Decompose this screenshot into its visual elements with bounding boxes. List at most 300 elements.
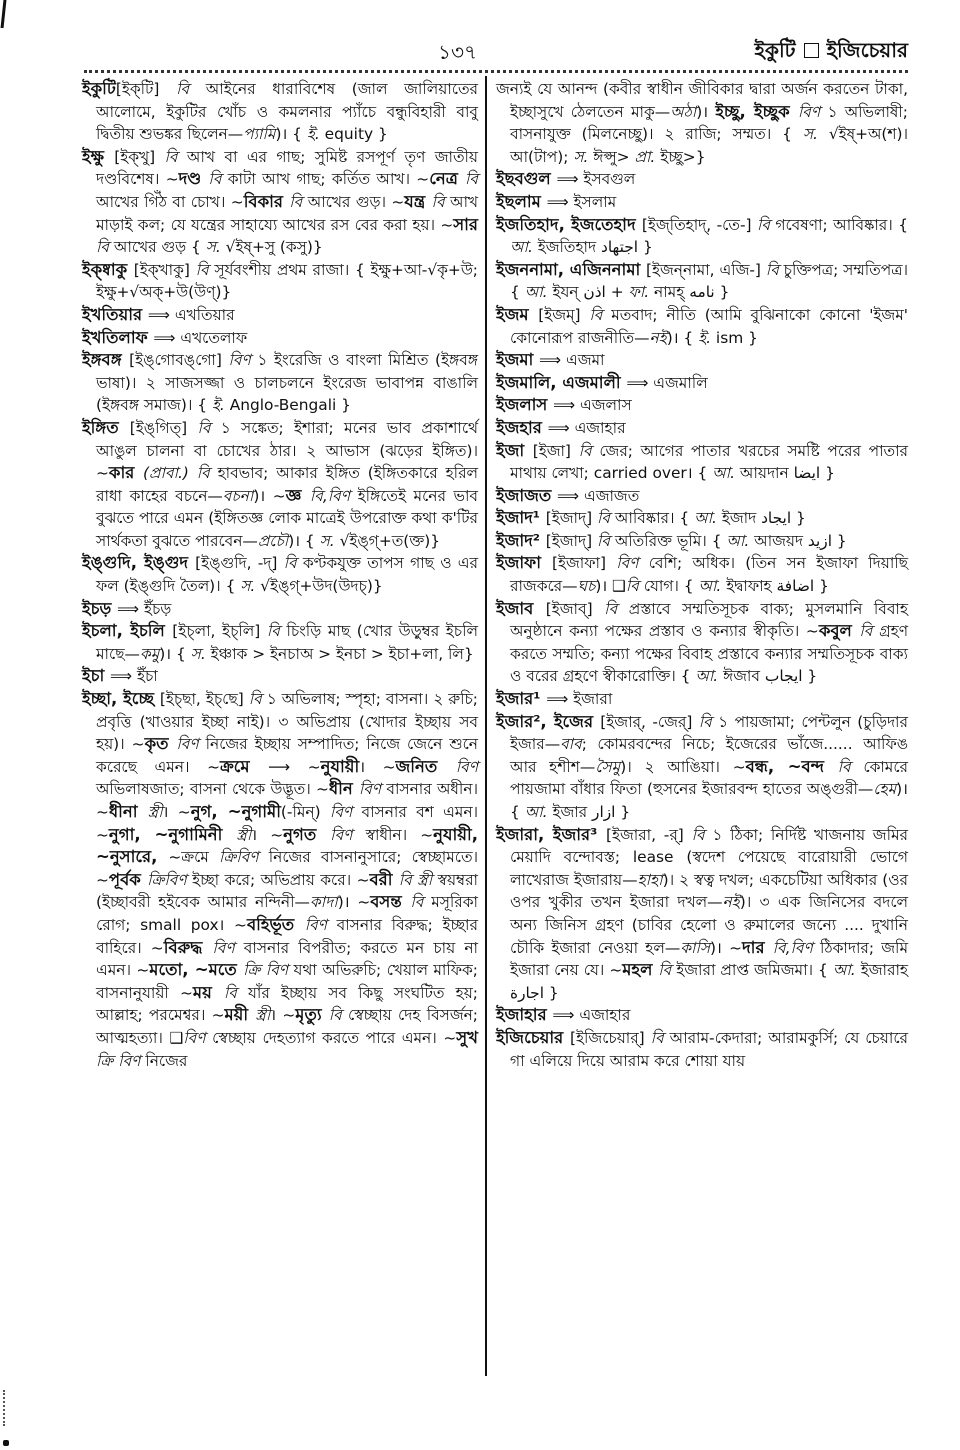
grammar-label: স.: [802, 125, 829, 144]
definition-text: )। ❑: [595, 577, 626, 596]
dictionary-entry: [496, 214, 908, 259]
headword: ইজিচেয়ার: [496, 1027, 571, 1047]
headword: ধীন: [328, 779, 359, 799]
definition-text: । ~: [359, 757, 396, 776]
headword: ইজম: [496, 304, 539, 324]
grammar-label: বি: [96, 238, 114, 257]
definition-text: জন্যই যে আনন্দ (কবীর স্বাধীন জীবিকার দ্বারা অর্জন করতেন টাকা, ইচ্ছাসুখে ঠেলতেন মাকু—: [496, 80, 908, 121]
grammar-label: (প্রাবা.) বি: [143, 464, 218, 483]
definition-text: আখের গুড় {: [113, 238, 206, 257]
definition-text: ১ অভিলাষ; স্পৃহা; বাসনা। ২ রুচি; প্রবৃত্তি (খাওয়ার ইচ্ছা নাই)। ৩ অভিপ্রায় (খোদার ইচ্ছায় সব হয়)। ~: [96, 690, 478, 754]
grammar-label: স্ত্রী: [255, 1006, 271, 1025]
headword: সুখ: [456, 1027, 479, 1047]
headword: নুগ, ~নুগামী: [190, 802, 281, 821]
right-column: [496, 78, 908, 1072]
grammar-label: প্রা.: [634, 147, 661, 166]
grammar-label: হেম: [873, 780, 897, 799]
grammar-label: স.: [240, 577, 261, 596]
definition-text: কাটা আখ গাছ; কর্তিত আখ। ~: [227, 170, 430, 189]
headword: ইছলাম: [496, 191, 547, 211]
definition-text: ইজারাহ اجارة }: [510, 961, 908, 1002]
grammar-label: বি: [328, 1006, 349, 1025]
grammar-label: কাসি: [680, 938, 711, 957]
grammar-label: বি: [859, 622, 880, 641]
definition-text: √ইষ্‌+অ(শ)। আ(টাপ);: [510, 125, 909, 166]
definition-text: ১ সঙ্কেত; ইশারা; মনের ভাব প্রকাশার্থে আঙুল চালনা বা চোখের ঠার। ২ আভাস (ঝড়ের ইঙ্গিত)। ~: [96, 418, 478, 483]
definition-text: স্বয়ম্বরা (ইচ্ছাবরী হইবেক আমার নন্দিনী—: [96, 870, 479, 912]
grammar-label: বিণ: [183, 1028, 213, 1047]
definition-text: বাসনার বিরুদ্ধ; ইচ্ছার বাহিরে। ~: [96, 915, 478, 957]
grammar-label: বিণ: [330, 825, 366, 844]
headword: ইক্ষ্বাকু: [82, 259, 134, 279]
headword: ইজহার: [496, 417, 548, 437]
grammar-label: ক্রিবিণ: [147, 870, 193, 889]
definition-text: কণ্টকযুক্ত তাপস গাছ ও এর ফল (ইঙ্গুদি তৈল)। {: [96, 554, 478, 596]
definition-text: )। ২ আঙিয়া। ~: [620, 757, 746, 776]
headword: ইখতিয়ার: [82, 304, 148, 324]
grammar-label: বি: [756, 215, 776, 234]
headword: ইজলাস: [496, 395, 554, 415]
dictionary-entry: [496, 417, 908, 440]
definition-text: স্বেচ্ছায় দেহত্যাগ করতে পারে এমন। ~: [212, 1028, 457, 1047]
grammar-label: বিণ: [228, 351, 258, 370]
definition-text: ⟶ ~: [268, 757, 321, 776]
headword: ইজননামা, এজিননামা: [496, 259, 647, 279]
definition-text: equity }: [324, 125, 388, 144]
grammar-label: ঘচ: [577, 577, 596, 596]
grammar-label: স.: [190, 644, 211, 663]
grammar-label: ই.: [698, 328, 716, 347]
headword: পূর্বক: [108, 869, 148, 889]
dictionary-entry: [82, 417, 478, 553]
grammar-label: ক্রি বিণ: [96, 1051, 146, 1070]
grammar-label: বি: [604, 599, 629, 618]
definition-text: মসূরিকা রোগ; small pox। ~: [96, 893, 478, 934]
definition-text: ঈজাব ايجاب }: [723, 667, 818, 686]
definition-text: ⟹ ইসবগুল: [556, 170, 636, 189]
definition-text: [ইক্‌টি]: [115, 80, 177, 98]
definition-text: নিজের: [145, 1051, 188, 1070]
grammar-label: নই: [649, 328, 667, 347]
scan-edge-blob: [3, 1440, 9, 1446]
definition-text: ইদ্বাফাহ اضافة }: [726, 577, 829, 596]
grammar-label: বি: [197, 418, 221, 437]
grammar-label: বিণ: [329, 803, 362, 821]
definition-text: [ইজম্‌]: [538, 305, 590, 324]
grammar-label: বিণ: [304, 915, 337, 934]
page-number: ১৩৭: [438, 40, 477, 64]
dictionary-entry: [496, 688, 908, 711]
definition-text: [ইজাদ্‌]: [545, 531, 598, 550]
headword: ইজাদ²: [496, 530, 546, 550]
grammar-label: বি: [765, 260, 784, 279]
headword: ইচ্ছু, ইচ্ছুক: [715, 101, 798, 121]
definition-text: ; কোমরবন্দের নিচে; ইজেরের ভাঁজে...... আফিঙ আর হশীশ—: [510, 735, 908, 776]
grammar-label: সৈমু: [595, 757, 621, 776]
dictionary-entry: [496, 349, 908, 372]
definition-text: বেশি; অধিক। (তিন সন ইজাফা দিয়াছি রাজকরে—: [510, 554, 909, 596]
definition-text: আজয়দ ازيد }: [754, 531, 847, 550]
headword: ইজমা: [496, 350, 540, 370]
scan-edge-mark: [1, 0, 7, 28]
grammar-label: বিণ: [455, 757, 478, 776]
grammar-label: বি: [266, 622, 287, 641]
grammar-label: প্রচৌ: [257, 531, 289, 550]
grammar-label: বি: [597, 509, 615, 528]
definition-text: [ইজ্‌তিহাদ্‌, -তে-]: [641, 215, 757, 234]
headword: নেত্র: [429, 169, 466, 189]
dictionary-entry: [496, 824, 908, 1005]
headword: ইজাজত: [496, 485, 558, 505]
definition-text: ঠিকাদার; জমি ইজারা নেয় যে। ~: [510, 938, 909, 980]
definition-text: নামহ্‌ نامه }: [654, 283, 730, 302]
definition-text: √ইঙ্গ্‌+উদ(উদচ্‌)}: [260, 577, 383, 596]
grammar-label: বি: [164, 147, 187, 166]
column-divider: [485, 76, 487, 1376]
definition-text: মতবাদ; নীতি (আমি বুঝিনাকো কোনো 'ইজম' কোনোরূপ রাজনীতি—: [510, 305, 908, 347]
definition-text: গবেষণা; আবিষ্কার। {: [775, 215, 908, 234]
headword: ইঙ্গিত: [82, 417, 130, 437]
grammar-label: স.: [573, 147, 594, 166]
grammar-label: বি: [431, 192, 450, 211]
definition-text: )। ৩ এক জিনিসের বদলে অন্য জিনিস গ্রহণ (চাবির হেলো ও রুমালের জন্যে .... দুখানি চৌকি ইজারা নেওয়া হল—: [510, 893, 908, 957]
guide-word-first: ইকুটি: [754, 38, 796, 62]
definition-text: Anglo-Bengali }: [229, 396, 351, 415]
grammar-label: বি: [597, 531, 615, 550]
headword: জ্ঞ: [285, 485, 310, 505]
grammar-label: বি: [650, 1028, 670, 1047]
grammar-label: বি: [410, 893, 432, 912]
definition-text: নিজের বাসনানুসারে; স্বেচ্ছামতে। ~: [96, 848, 479, 889]
grammar-label: আ.: [695, 667, 724, 686]
dictionary-entry: [496, 259, 908, 304]
definition-text: [ইজাফা]: [552, 554, 617, 573]
headword: মৃত্যু: [295, 1005, 329, 1025]
definition-text: ইজারা প্রাপ্ত জমিজমা। {: [676, 961, 833, 980]
definition-text: (-মিন্‌): [280, 803, 330, 821]
definition-text: ⟹ এজলাস: [553, 396, 632, 415]
headword: ইকুটি: [82, 79, 116, 98]
grammar-label: স্ত্রী: [147, 803, 163, 821]
headword: যন্ত্র: [404, 191, 432, 211]
definition-text: ১ অভিলাষী; বাসনাযুক্ত (মিলনেচ্ছু)। ২ রাজি; সম্মত। {: [510, 102, 908, 144]
dictionary-entry: [82, 620, 478, 665]
definition-text: )। {: [666, 328, 699, 347]
grammar-label: বি: [578, 441, 600, 460]
definition-text: প্রস্তাবে সম্মতিসূচক বাক্য; মুসলমানি বিবাহ অনুষ্ঠানে কন্যা পক্ষের প্রস্তাব ও কন্যার স্বীকৃতি। ~: [510, 599, 908, 641]
definition-text: ১ ঠিকা; নির্দিষ্ট খাজনায় জমির মেয়াদি বন্দোবস্ত; lease (স্বদেশ পেয়েছে বারোয়ারী ভোগে লাখেরাজ ইজারায়—: [510, 825, 908, 889]
grammar-label: বি: [176, 80, 206, 98]
definition-text: ঈপ্সু>: [593, 147, 635, 166]
headword: ইজাফা: [496, 553, 553, 573]
headword: ইছবগুল: [496, 169, 557, 189]
grammar-label: বচনা: [222, 486, 254, 505]
headword: ইচা: [82, 666, 111, 686]
guide-words: [755, 36, 908, 69]
definition-text: অভিলাষজাত; বাসনা থেকে উদ্ভূত। ~: [96, 780, 329, 799]
dictionary-entry: [496, 598, 908, 688]
definition-text: ⟹ এজমালি: [626, 373, 708, 392]
headword: দার: [742, 937, 773, 957]
dictionary-entry: [496, 711, 908, 824]
dictionary-entry: [82, 688, 478, 1072]
grammar-label: বি স্ত্রী: [398, 870, 438, 889]
definition-text: )। ~: [710, 938, 742, 957]
headword: ইজাদ¹: [496, 508, 546, 528]
headword: জনিত: [395, 756, 456, 776]
grammar-label: আ.: [524, 283, 553, 302]
definition-text: [ইক্‌খাকু]: [133, 260, 196, 279]
dictionary-entry: [82, 349, 478, 417]
headword: নুগত: [283, 824, 331, 844]
headword: ইজতিহাদ, ইজতেহাদ: [496, 214, 642, 234]
headword: ধীনা: [108, 802, 148, 821]
grammar-label: বিণ: [212, 938, 244, 957]
definition-text: ইজাদ ايجاد }: [721, 509, 806, 528]
headword: ইজার², ইজের: [496, 711, 601, 731]
headword: ইঙ্গুদি, ইঙ্গুদ: [82, 553, 196, 573]
definition-text: [ইঙ্‌গোবঙ্‌গো]: [129, 351, 229, 370]
grammar-label: স্ত্রী: [236, 825, 252, 844]
definition-text: বাসনার অধীন। ~: [96, 780, 478, 821]
definition-text: ~ক্রমে: [168, 848, 220, 867]
headword: নুযায়ী, ~নুসারে,: [96, 824, 479, 867]
definition-text: [ইক্‌খু]: [114, 147, 165, 166]
grammar-label: আ.: [698, 577, 727, 596]
definition-text: )। {: [510, 780, 908, 821]
definition-text: গ্রহণ করতে সম্মতি; কন্যা পক্ষের বিবাহ প্রস্তাবে কন্যার সম্মতিসূচক বাক্য ও বরের গ্রহণে স্বীকারোক্তি। {: [510, 622, 908, 686]
dictionary-entry: [496, 394, 908, 417]
definition-text: [ইঙ্‌গিত্‌]: [129, 418, 198, 437]
left-column: [82, 78, 478, 1072]
grammar-label: বাব: [560, 735, 582, 754]
dictionary-entry: [496, 530, 908, 553]
headword: ইজাহার: [496, 1005, 553, 1025]
definition-text: )। ~: [337, 893, 371, 912]
grammar-label: আ.: [832, 961, 861, 980]
definition-text: যোগ। {: [643, 577, 699, 596]
definition-text: নিজের ইচ্ছায় সম্পাদিত; নিজে জেনে শুনে করেছে এমন। ~: [96, 735, 478, 776]
grammar-label: বি: [589, 305, 612, 324]
definition-text: বাসনার বশ এমন। ~: [96, 803, 479, 844]
definition-text: ইজার ازار }: [552, 803, 631, 821]
dictionary-entry: [496, 440, 908, 485]
headword: বন্ধ, ~বন্দ: [745, 756, 838, 776]
headword: ময়: [192, 982, 224, 1002]
grammar-label: ফা.: [628, 283, 655, 302]
grammar-label: অঠা: [670, 102, 697, 121]
grammar-label: ই.: [211, 396, 230, 415]
definition-text: ⟹ এজমা: [539, 351, 605, 370]
definition-text: ⟹ ইজারা: [546, 690, 613, 709]
dictionary-entry: [496, 78, 908, 168]
dictionary-entry: [82, 552, 478, 597]
dictionary-entry: [496, 552, 908, 597]
definition-text: আয়দান ايضا }: [739, 464, 835, 483]
headword: নুযায়ী: [320, 756, 360, 776]
grammar-label: নই: [722, 893, 740, 912]
definition-text: ⟹ এজাহার: [547, 418, 626, 437]
definition-text: যথা অভিরুচি; খেয়াল মাফিক; বাসনানুযায়ী ~: [96, 961, 478, 1002]
headword: মহল: [622, 960, 659, 980]
headword: বরী: [369, 869, 399, 889]
grammar-label: স.: [319, 531, 340, 550]
definition-text: আরাম-কেদারা; আরামকুর্সি; যে চেয়ারে গা এলিয়ে দিয়ে আরাম করে শোয়া যায়: [510, 1028, 908, 1070]
headword: ইচলা, ইচলি: [82, 621, 173, 641]
definition-text: । ~: [251, 825, 284, 844]
definition-text: সূর্যবংশীয় প্রথম রাজা। { ইক্ষু+আ-√কৃ+উ; ইক্ষু+√অক্‌+উ(উণ্‌)}: [96, 260, 478, 302]
definition-text: [ইজাদ্‌]: [545, 509, 598, 528]
definition-text: হাবভাব; আকার ইঙ্গিত (ইঙ্গিতকারে হরিল রাধা কাহের বচনে—: [96, 464, 479, 505]
definition-text: স্বাধীন। ~: [365, 825, 434, 844]
grammar-label: বি: [208, 170, 228, 189]
grammar-label: বিণ: [616, 554, 649, 573]
grammar-label: আ.: [694, 509, 722, 528]
dictionary-entry: [82, 327, 478, 350]
headword: ইজাব: [496, 598, 546, 618]
headword: কার: [108, 463, 144, 483]
definition-text: স্বেচ্ছায় দেহ বিসর্জন; আত্মহত্যা। ❑: [96, 1006, 478, 1047]
definition-text: )। ২ স্বত্ব দখল; একচেটিয়া অধিকার (ওর ওপর খুকীর তখন ইজারা দখল—: [510, 870, 908, 912]
dictionary-entry: [82, 304, 478, 327]
definition-text: আখের গিঁঠ বা চোখ। ~: [96, 192, 244, 211]
definition-text: [ইজিচেয়ার্‌]: [570, 1028, 651, 1047]
grammar-label: বিণ: [176, 735, 206, 754]
definition-text: আখের গুড়। ~: [307, 192, 405, 211]
grammar-label: আ.: [712, 464, 740, 483]
definition-text: কোমরে পায়জামা বাঁধার ফিতা (হুসনের ইজারবন্দ হাতের অঙ্গুরী—: [510, 757, 908, 799]
definition-text: [ইজারা, -র্‌]: [605, 825, 692, 844]
dictionary-entry: [496, 1004, 908, 1027]
definition-text: ইজতিহাদ اجتهاد }: [537, 238, 653, 257]
definition-text: । ~: [270, 1006, 296, 1025]
headword: কবুল: [818, 621, 860, 641]
definition-text: [ইঙ্‌গুদি, -দ্‌]: [195, 554, 284, 573]
grammar-label: বিণ: [797, 102, 828, 121]
definition-text: )।: [696, 102, 716, 121]
definition-text: চিংড়ি মাছ (খোর উড়ুম্বর ইচলি মাছে—: [96, 622, 478, 663]
headword: ইচ্ছা, ইচ্ছে: [82, 689, 160, 709]
definition-text: ism }: [715, 328, 758, 347]
definition-text: । ~: [162, 803, 191, 821]
grammar-label: বি: [195, 260, 215, 279]
headword: ইজারা, ইজার³: [496, 824, 606, 844]
definition-text: [ইজাব্‌]: [545, 599, 605, 618]
dictionary-entry: [82, 259, 478, 304]
guide-separator-box-icon: [804, 43, 819, 58]
definition-text: যাঁর ইচ্ছায় সব কিছু সংঘটিত হয়; আল্লাহ; পরমেশ্বর। ~: [96, 983, 478, 1025]
definition-text: [ইজা]: [532, 441, 579, 460]
headword: ইক্ষু: [82, 146, 115, 166]
headword: ময়ী: [224, 1005, 256, 1025]
guide-word-last: ইজিচেয়ার: [826, 38, 908, 62]
scan-edge-dots: [3, 1390, 7, 1426]
dictionary-entry: [82, 78, 478, 146]
grammar-label: বি,বিণ: [772, 938, 820, 957]
definition-text: ⟹ ইসলাম: [546, 192, 617, 211]
definition-text: ⟹ এজাজত: [557, 486, 640, 505]
definition-text: )। {: [275, 125, 307, 144]
definition-text: ইচ্ছা করে; অভিপ্রায় করে। ~: [192, 870, 370, 889]
definition-text: )। ~: [253, 486, 286, 505]
definition-text: [ইজার্‌, -জের্‌]: [600, 712, 699, 731]
definition-text: ⟹ এখতিয়ার: [147, 305, 235, 324]
dictionary-entry: [496, 304, 908, 349]
definition-text: ⟹ এখতেলাফ: [153, 328, 248, 347]
definition-text: ১ পায়জামা; পেন্টলুন (চুড়িদার ইজার—: [510, 712, 908, 754]
definition-text: আইনের ধারাবিশেষ (জাল জালিয়াতের আলোমে, ইকুটির খোঁচ ও কমলনার প্যাঁচে বন্ধুবিহারী বাবু দ্বিতীয় শুভঙ্কর ছিলেন—: [96, 80, 478, 144]
headword: দণ্ড: [178, 169, 209, 189]
grammar-label: ই.: [306, 125, 325, 144]
grammar-label: বি: [837, 757, 864, 776]
grammar-label: বি: [465, 170, 478, 189]
headword: বিরুদ্ধ: [163, 937, 213, 957]
grammar-label: প্যামি: [243, 125, 276, 144]
definition-text: )। {: [288, 531, 320, 550]
dictionary-entry: [496, 191, 908, 214]
grammar-label: বি: [691, 825, 713, 844]
definition-text: ⟹ এজাহার: [552, 1006, 631, 1025]
definition-text: আখ মাড়াই কল; যে যন্ত্রের সাহায্যে আখের রস বের করা হয়। ~: [96, 192, 479, 234]
grammar-label: স.: [205, 238, 226, 257]
grammar-label: বি: [248, 690, 267, 709]
definition-text: ⟹ ইঁচড়: [117, 599, 172, 618]
definition-text: ⟹ ইঁচা: [110, 667, 158, 686]
dictionary-entry: [82, 665, 478, 688]
grammar-label: বি: [223, 983, 248, 1002]
definition-text: অতিরিক্ত ভূমি। {: [614, 531, 727, 550]
grammar-label: বি,বিণ: [309, 486, 358, 505]
grammar-label: আ.: [726, 531, 755, 550]
headword: ক্রমে: [219, 756, 269, 776]
dictionary-entry: [496, 485, 908, 508]
headword: ইজমালি, এজমালী: [496, 372, 627, 392]
dictionary-entry: [82, 598, 478, 621]
grammar-label: বি: [289, 192, 308, 211]
definition-text: চুক্তিপত্র; সম্মতিপত্র। {: [510, 260, 908, 302]
headword: বহির্ভূত: [246, 914, 305, 934]
grammar-label: কাদা: [309, 893, 338, 912]
definition-text: আখ বা এর গাছ; সুমিষ্ট রসপূর্ণ তৃণ জাতীয় দণ্ডবিশেষ। ~: [96, 147, 478, 189]
grammar-label: আ.: [524, 803, 553, 821]
dictionary-entry: [496, 1027, 908, 1072]
definition-text: ১ ইংরেজি ও বাংলা মিশ্রিত (ইঙ্গবঙ্গ ভাষা)। ২ সাজসজ্জা ও চালচলনে ইংরেজ ভাবাপন্ন বাঙালি (ইঙ্গবঙ্গ সমাজ)। {: [96, 351, 478, 415]
grammar-label: ক্রিবিণ: [219, 848, 269, 867]
grammar-label: হাহা: [637, 870, 663, 889]
definition-text: [ইজন্‌নামা, এজি-]: [646, 260, 766, 279]
headword: ইখতিলাফ: [82, 327, 154, 347]
grammar-label: বি: [625, 577, 644, 596]
headword: কৃত: [144, 734, 177, 754]
headword: নুগা, ~নুগামিনী: [108, 824, 237, 844]
definition-text: ইচ্ছু>}: [660, 147, 706, 166]
headword: ইজার¹: [496, 689, 547, 709]
headword: ইঙ্গবঙ্গ: [82, 350, 130, 370]
headword: বসন্ত: [370, 892, 411, 912]
definition-text: বাসনার বিপরীত; করতে মন চায় না এমন। ~: [96, 938, 478, 980]
header-rule: [84, 70, 908, 73]
grammar-label: ক্রি বিণ: [243, 961, 294, 980]
dictionary-entry: [496, 507, 908, 530]
headword: মতো, ~মতে: [149, 960, 244, 980]
definition-text: [ইচ্‌লা, ইচ্‌লি]: [172, 622, 267, 641]
grammar-label: বি: [698, 712, 719, 731]
headword: বিকার: [243, 191, 290, 211]
definition-text: আবিষ্কার। {: [614, 509, 695, 528]
definition-text: [ইচ্‌ছা, ইচ্‌ছে]: [159, 690, 249, 709]
dictionary-entry: [496, 372, 908, 395]
definition-text: জের; আগের পাতার খরচের সমষ্টি পরের পাতার মাথায় লেখা; carried over। {: [510, 441, 909, 483]
